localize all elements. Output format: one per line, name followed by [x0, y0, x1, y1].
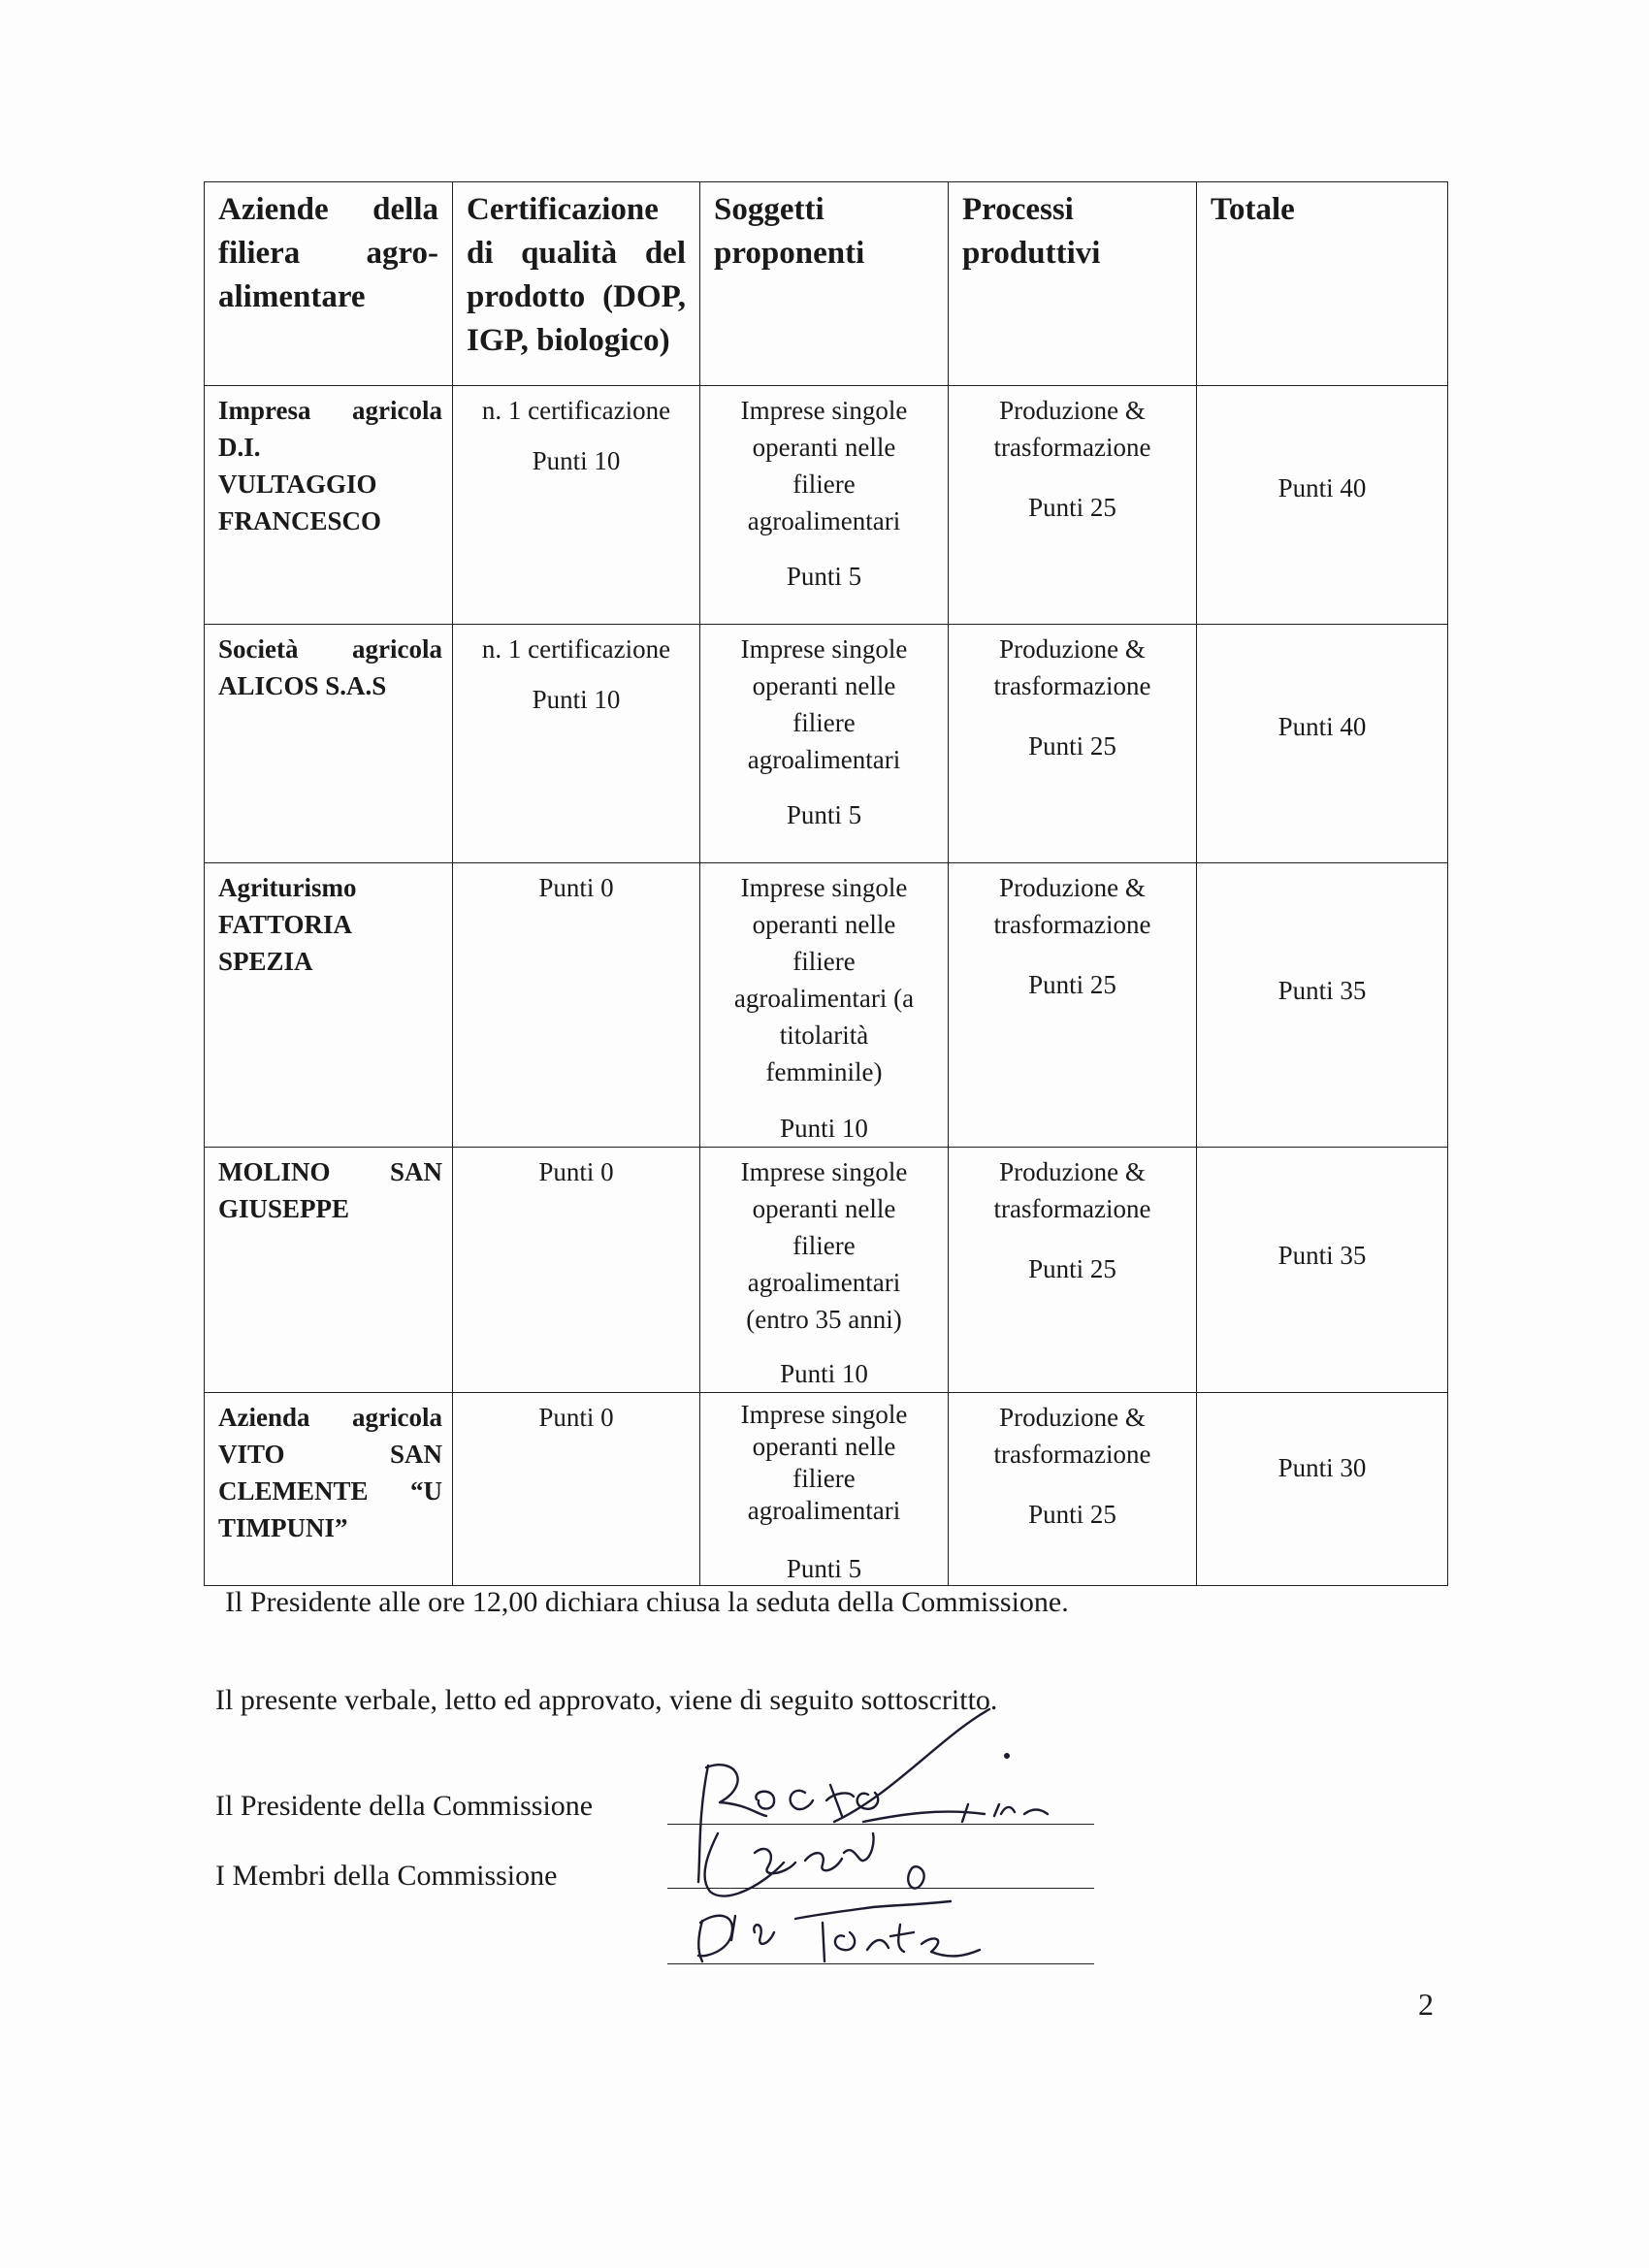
evaluation-table — [204, 181, 1448, 1586]
header-soggetti: Soggetti proponenti — [700, 182, 949, 386]
table-header-row — [205, 182, 1448, 386]
table-row — [205, 863, 1448, 1148]
header-aziende: Aziende della filiera agro-alimentare — [205, 182, 453, 386]
soggetti-cell: Imprese singole operanti nelle filiere agroalimentari Punti 5 — [700, 386, 949, 625]
closing-statement: Il Presidente alle ore 12,00 dichiara chiusa la seduta della Commissione. — [225, 1586, 1069, 1618]
processi-cell: Produzione & trasformazione Punti 25 — [949, 863, 1197, 1148]
certification-cell: n. 1 certificazione Punti 10 — [453, 386, 700, 625]
members-label: I Membri della Commissione — [215, 1860, 558, 1892]
table-row — [205, 625, 1448, 863]
total-cell: Punti 35 — [1197, 1148, 1448, 1393]
approval-statement: Il presente verbale, letto ed approvato, viene di seguito sottoscritto. — [215, 1684, 998, 1716]
certification-cell: Punti 0 — [453, 863, 700, 1148]
total-cell: Punti 40 — [1197, 625, 1448, 863]
processi-cell: Produzione & trasformazione Punti 25 — [949, 386, 1197, 625]
soggetti-cell: Imprese singole operanti nelle filiere agroalimentari Punti 5 — [700, 1393, 949, 1586]
page-number: 2 — [1418, 1987, 1434, 2022]
processi-cell: Produzione & trasformazione Punti 25 — [949, 1148, 1197, 1393]
company-name: Società agricola ALICOS S.A.S — [205, 625, 453, 863]
total-cell: Punti 30 — [1197, 1393, 1448, 1586]
header-processi: Processi produttivi — [949, 182, 1197, 386]
company-name: Impresa agricola D.I. VULTAGGIO FRANCESCO — [205, 386, 453, 625]
processi-cell: Produzione & trasformazione Punti 25 — [949, 1393, 1197, 1586]
processi-cell: Produzione & trasformazione Punti 25 — [949, 625, 1197, 863]
handwritten-signatures — [660, 1707, 1125, 1969]
company-name: MOLINO SAN GIUSEPPE — [205, 1148, 453, 1393]
certification-cell: Punti 0 — [453, 1148, 700, 1393]
certification-cell: n. 1 certificazione Punti 10 — [453, 625, 700, 863]
table-row — [205, 1393, 1448, 1586]
president-label: Il Presidente della Commissione — [215, 1790, 594, 1822]
header-certificazione: Certificazione di qualità del prodotto (DOP, IGP, biologico) — [453, 182, 700, 386]
certification-cell: Punti 0 — [453, 1393, 700, 1586]
table-row — [205, 1148, 1448, 1393]
company-name: Azienda agricola VITO SAN CLEMENTE “U TIMPUNI” — [205, 1393, 453, 1586]
soggetti-cell: Imprese singole operanti nelle filiere agroalimentari Punti 5 — [700, 625, 949, 863]
company-name: Agriturismo FATTORIA SPEZIA — [205, 863, 453, 1148]
soggetti-cell: Imprese singole operanti nelle filiere agroalimentari (entro 35 anni) Punti 10 — [700, 1148, 949, 1393]
total-cell: Punti 35 — [1197, 863, 1448, 1148]
header-totale: Totale — [1197, 182, 1448, 386]
total-cell: Punti 40 — [1197, 386, 1448, 625]
soggetti-cell: Imprese singole operanti nelle filiere agroalimentari (a titolarità femminile) Punti 10 — [700, 863, 949, 1148]
table-row — [205, 386, 1448, 625]
